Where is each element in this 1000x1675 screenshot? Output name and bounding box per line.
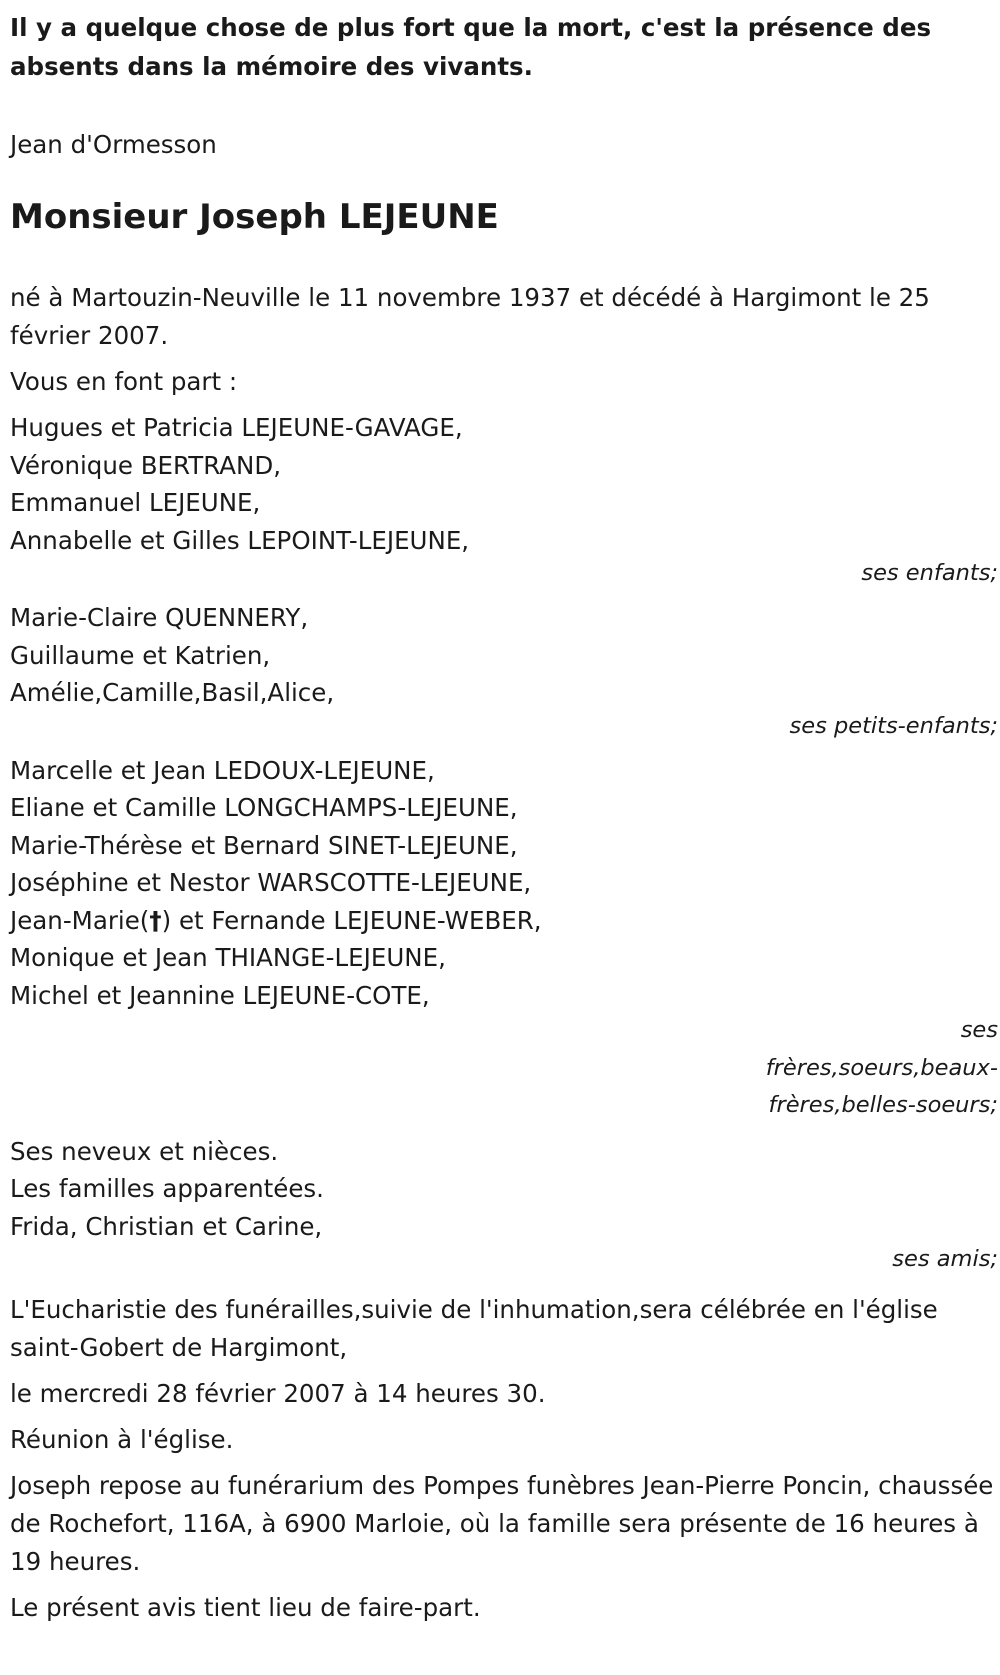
- family-line: Guillaume et Katrien,: [10, 640, 271, 670]
- family-line: Marcelle et Jean LEDOUX-LEJEUNE,: [10, 755, 435, 785]
- family-line: Eliane et Camille LONGCHAMPS-LEJEUNE,: [10, 793, 518, 822]
- family-line: Frida, Christian et Carine,: [10, 1211, 323, 1241]
- notice-text: Le présent avis tient lieu de faire-part.: [10, 1593, 481, 1622]
- children-group: [10, 409, 998, 591]
- meeting-info: Réunion à l'église.: [10, 1425, 234, 1454]
- epigraph-author: Jean d'Ormesson: [10, 130, 217, 159]
- others-group: [10, 1133, 998, 1278]
- family-line: Monique et Jean THIANGE-LEJEUNE,: [10, 943, 446, 972]
- relationship-label: ses amis;: [892, 1246, 998, 1272]
- family-line: Les familles apparentées.: [10, 1174, 324, 1203]
- relationship-label-line: frères,belles-soeurs;: [768, 1092, 998, 1118]
- dagger-icon: †: [149, 905, 162, 935]
- family-line-part: ) et Fernande LEJEUNE-WEBER,: [161, 905, 542, 935]
- relationship-label: [10, 1012, 998, 1125]
- family-line: Hugues et Patricia LEJEUNE-GAVAGE,: [10, 413, 463, 442]
- epigraph-quote: Il y a quelque chose de plus fort que la mort, c'est la présence des absents dans la mémoire des vivants.: [10, 13, 932, 81]
- funerarium-info: Joseph repose au funérarium des Pompes funèbres Jean-Pierre Poncin, chaussée de Rochefort, 116A, à 6900 Marloie, où la famille sera présente de 16 heures à 19 heures.: [10, 1471, 994, 1576]
- funeral-info: L'Eucharistie des funérailles,suivie de l'inhumation,sera célébrée en l'église saint-Gobert de Hargimont,: [10, 1295, 938, 1362]
- family-line: Véronique BERTRAND,: [10, 450, 281, 480]
- family-line: Ses neveux et nièces.: [10, 1136, 279, 1166]
- funeral-date: le mercredi 28 février 2007 à 14 heures 30.: [10, 1379, 546, 1408]
- announcement-intro: Vous en font part :: [10, 367, 238, 396]
- family-line: [10, 902, 990, 940]
- family-line: Joséphine et Nestor WARSCOTTE-LEJEUNE,: [10, 868, 532, 897]
- family-line: Annabelle et Gilles LEPOINT-LEJEUNE,: [10, 525, 470, 555]
- birth-death-info: né à Martouzin-Neuville le 11 novembre 1937 et décédé à Hargimont le 25 février 2007.: [10, 283, 930, 350]
- siblings-group: [10, 752, 998, 1125]
- family-line: Emmanuel LEJEUNE,: [10, 488, 261, 517]
- relationship-label-line: ses: [960, 1017, 998, 1043]
- relationship-label: ses petits-enfants;: [789, 712, 998, 739]
- grandchildren-group: [10, 599, 998, 744]
- family-line-part: Jean-Marie(: [10, 905, 150, 935]
- family-line: Marie-Thérèse et Bernard SINET-LEJEUNE,: [10, 830, 518, 860]
- family-line: Marie-Claire QUENNERY,: [10, 603, 309, 632]
- family-line: Amélie,Camille,Basil,Alice,: [10, 678, 335, 707]
- relationship-label: ses enfants;: [861, 560, 998, 586]
- deceased-name: Monsieur Joseph LEJEUNE: [10, 197, 499, 237]
- family-line: Michel et Jeannine LEJEUNE-COTE,: [10, 980, 430, 1010]
- relationship-label-line: frères,soeurs,beaux-: [765, 1054, 998, 1081]
